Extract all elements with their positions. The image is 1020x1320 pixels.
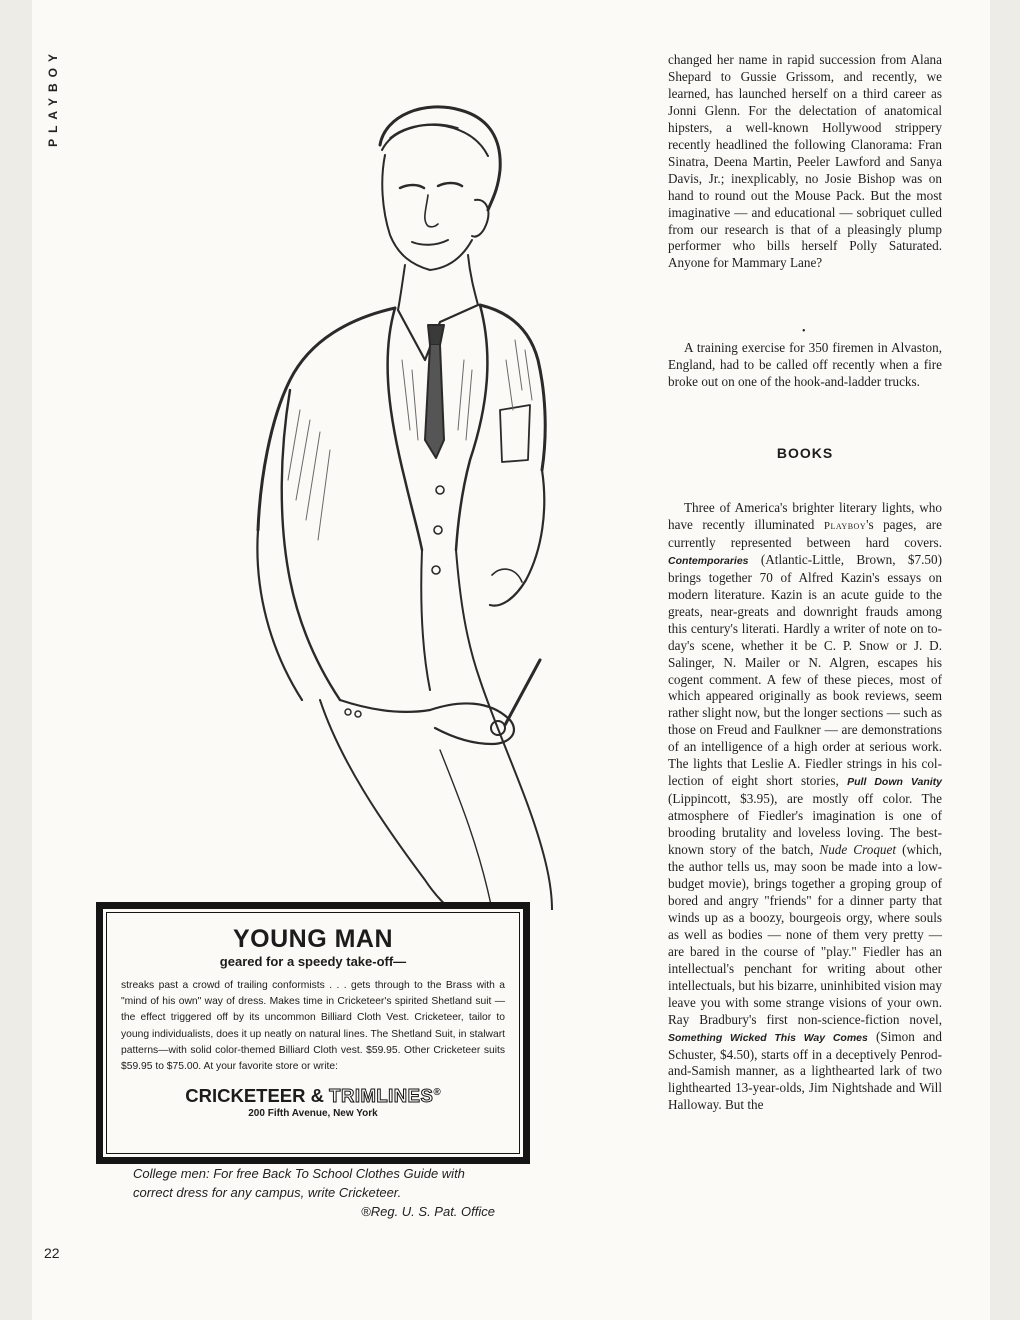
man-in-suit-illustration (230, 60, 560, 910)
text-run: (Simon and Schuster, $4.50), starts off in a deceptively Penrod-and-Samish manner, as a lighthearted lark of two lighthearted 13-year-olds, Jim Nightshade and Will Halloway. But the (668, 1028, 942, 1113)
ad-registration-note: ®Reg. U. S. Pat. Office (361, 1204, 495, 1219)
article-paragraph: changed her name in rapid succession from Alana Shepard to Gussie Grissom, and recently, we learned, has launched herself on a third career as Jonni Glenn. For the delectation of anatomical hipsters, a well-known Hollywood strippery recently headlined the following Clanorama: Fran Sinatra, Deena Martin, Peeler Lawford and Sanya Davis, Jr.; inexplicably, no Josie Bishop was on hand to round out the Mouse Pack. But the most imaginative — and educational — sobriquet culled from our research is that of a pleasingly plump performer who bills herself Polly Saturated. Anyone for Mammary Lane? (668, 52, 942, 271)
section-title-books: BOOKS (776, 445, 834, 461)
ad-footnote (133, 1164, 495, 1221)
book-title: Something Wicked This Way Comes (668, 1031, 868, 1044)
books-paragraph (668, 500, 942, 1114)
book-title: Pull Down Vanity (847, 776, 943, 789)
brand-cricketeer: CRICKETEER & (185, 1085, 325, 1107)
article-column-top (668, 52, 942, 272)
registered-mark: ® (433, 1087, 441, 1099)
ad-body-copy: streaks past a crowd of trailing conformists . . . gets through to the Brass with a "mind of his own" way of dress. Makes time in Cricketeer's spirited Shetland suit — the effect triggered off by its uncommon Billiard Cloth Vest. Cricketeer, tailor to young individualists, does it up neatly on natural lines. The Shetland Suit, in stalwart patterns—with solid color-themed Billiard Cloth vest. $59.95. Other Cricketeer suits $59.95 to $75.00. At your favorite store or write: (121, 980, 505, 1073)
ad-headline: YOUNG MAN (232, 925, 394, 953)
brand-trimlines: TRIMLINES (329, 1085, 434, 1107)
text-run: Three of America's brighter literary lights, who have recently illuminated (668, 500, 942, 532)
text-run: (Lippincott, $3.95), are mostly off color. The atmosphere of Fiedler's imagination is one of brooding brutality and loveless loving. The best-known story of the batch, (668, 791, 942, 858)
magazine-name: Playboy (823, 519, 867, 532)
page-edge-left (0, 0, 32, 1320)
text-run: (which, the author tells us, may soon be made into a low-budget movie), brings together a groping group of bored and angry "friends" for a dinner party that winds up as a boozy, bourgeois orgy, where souls as well as bodies — none of them very pretty — are bared in the course of "play." Fiedler has an intellectual's penchant for writing about other intellectuals, but his bizarre, uninhibited vision may leave you with some strange visions of your own. Ray Bradbury's first non-science-fiction novel, (668, 842, 943, 1027)
text-run: (Atlantic-Little, Brown, $7.50) brings together 70 of Alfred Kazin's essays on modern literature. Kazin is an acute guide to the greats, near-greats and downright frauds among this century's literati. Hardly a writer of note on today's scene, whether it be C. P. Snow or J. D. Salinger, N. Mailer or N. Algren, escapes his cogent comment. A few of these pieces, most of which appeared originally as book reviews, seem rather slight now, but the longer sections — such as those on Freud and Faulkner — are demonstrations of an intelligence of a high order at serious work. The lights that Leslie A. Fiedler strings in his collection of eight short stories, (668, 551, 942, 789)
running-head: PLAYBOY (46, 48, 60, 147)
ad-address: 200 Fifth Avenue, New York (248, 1108, 378, 1120)
books-review-column (668, 500, 942, 1114)
page-number: 22 (44, 1245, 60, 1261)
ad-subhead: geared for a speedy take-off— (219, 954, 407, 969)
story-title: Nude Croquet (819, 842, 897, 858)
cricketeer-advertisement (96, 902, 530, 1164)
article-paragraph: A training exercise for 350 firemen in Alvaston, England, had to be called off recently when a fire broke out on one of the hook-and-ladder trucks. (668, 340, 942, 389)
page-edge-right (990, 0, 1020, 1320)
book-title: Contemporaries (668, 554, 749, 567)
ad-footnote-text: College men: For free Back To School Clothes Guide with correct dress for any campus, write Cricketeer. (133, 1166, 465, 1200)
ad-brand-logo (121, 1082, 505, 1107)
paragraph-divider: • (802, 326, 806, 337)
text-run: 's pages, are currently represented between hard covers. (668, 516, 942, 550)
article-column-middle (668, 340, 942, 391)
